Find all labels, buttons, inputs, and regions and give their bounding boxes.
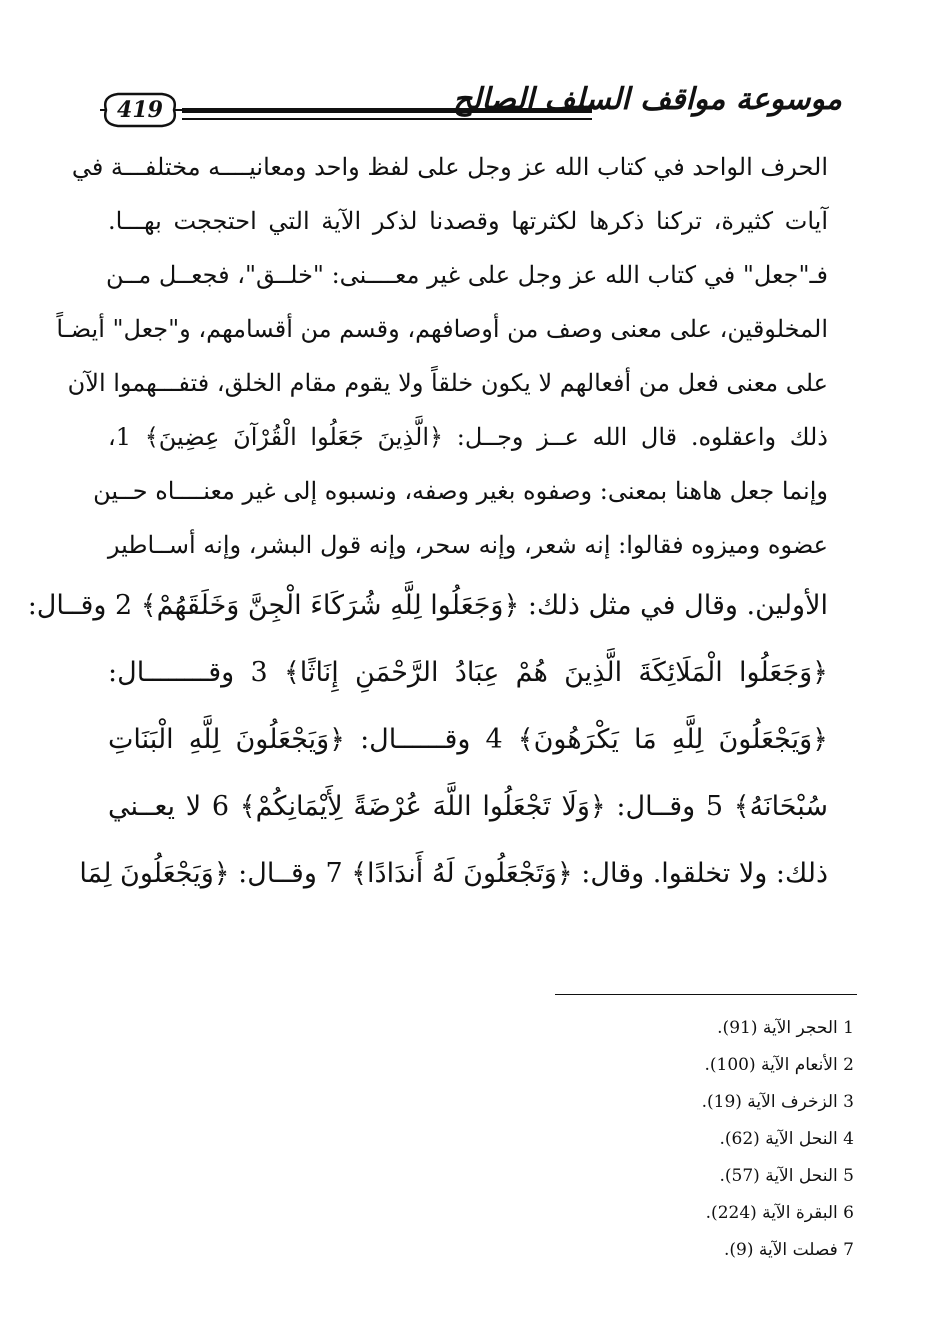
text-line: ذلك واعقلوه. قال الله عــز وجــل: ﴿الَّذِينَ جَعَلُوا الْقُرْآنَ عِضِينَ﴾ 1، — [108, 423, 828, 451]
page-header — [98, 78, 842, 148]
text-line: ﴿وَجَعَلُوا الْمَلَائِكَةَ الَّذِينَ هُمْ عِبَادُ الرَّحْمَنِ إِنَاثًا﴾ 3 وقــــــــال: — [108, 657, 829, 688]
header-rule-thin — [182, 118, 592, 120]
text-line: فـ"جعل" في كتاب الله عز وجل على غير معــــنى: "خلــق"، فجعــل مــن — [106, 261, 828, 289]
text-line: عضوه وميزوه فقالوا: إنه شعر، وإنه سحر، وإنه قول البشر، وإنه أســاطير — [107, 531, 828, 559]
text-line: وإنما جعل هاهنا بمعنى: وصفوه بغير وصفه، ونسبوه إلى غير معنــــاه حــين — [93, 477, 828, 505]
text-line: ذلك: ولا تخلقوا. وقال: ﴿وَتَجْعَلُونَ لَهُ أَندَادًا﴾ 7 وقــال: ﴿وَيَجْعَلُونَ لِمَا — [79, 858, 828, 889]
footnotes — [702, 1010, 854, 1269]
text-line: ﴿وَيَجْعَلُونَ لِلَّهِ مَا يَكْرَهُونَ﴾ 4 وقــــــال: ﴿وَيَجْعَلُونَ لِلَّهِ الْبَنَاتِ — [108, 724, 828, 755]
book-title: موسوعة مواقف السلف الصالح — [452, 82, 842, 117]
footnote: 6 البقرة الآية (224). — [705, 1203, 854, 1223]
text-line: على معنى فعل من أفعالهم لا يكون خلقاً ولا يقوم مقام الخلق، فتفـــهموا الآن — [67, 369, 828, 397]
footnote: 7 فصلت الآية (9). — [723, 1240, 854, 1260]
text-line: الأولين. وقال في مثل ذلك: ﴿وَجَعَلُوا لِلَّهِ شُرَكَاءَ الْجِنَّ وَخَلَقَهُمْ﴾ 2 وقــال: — [27, 590, 828, 621]
footnote: 2 الأنعام الآية (100). — [704, 1055, 854, 1075]
text-line: المخلوقين، على معنى وصف من أوصافهم، وقسم من أقسامهم، و"جعل" أيضـاً — [56, 315, 828, 343]
main-text — [27, 140, 829, 907]
footnote: 4 النحل الآية (62). — [719, 1129, 854, 1149]
text-line: سُبْحَانَهُ﴾ 5 وقــال: ﴿وَلَا تَجْعَلُوا اللَّهَ عُرْضَةً لِأَيْمَانِكُمْ﴾ 6 لا يعــني — [108, 791, 828, 822]
page-number-badge — [98, 88, 182, 132]
page-number: 419 — [117, 97, 163, 123]
text-line: الحرف الواحد في كتاب الله عز وجل على لفظ واحد ومعانيــــه مختلفـــة في — [71, 153, 828, 181]
footnote: 5 النحل الآية (57). — [719, 1166, 854, 1186]
footnote: 1 الحجر الآية (91). — [717, 1018, 854, 1038]
footnote-separator — [555, 994, 857, 995]
text-line: آيات كثيرة، تركنا ذكرها لكثرتها وقصدنا لذكر الآية التي احتججت بهـــا. — [108, 207, 828, 235]
footnote: 3 الزخرف الآية (19). — [701, 1092, 854, 1112]
